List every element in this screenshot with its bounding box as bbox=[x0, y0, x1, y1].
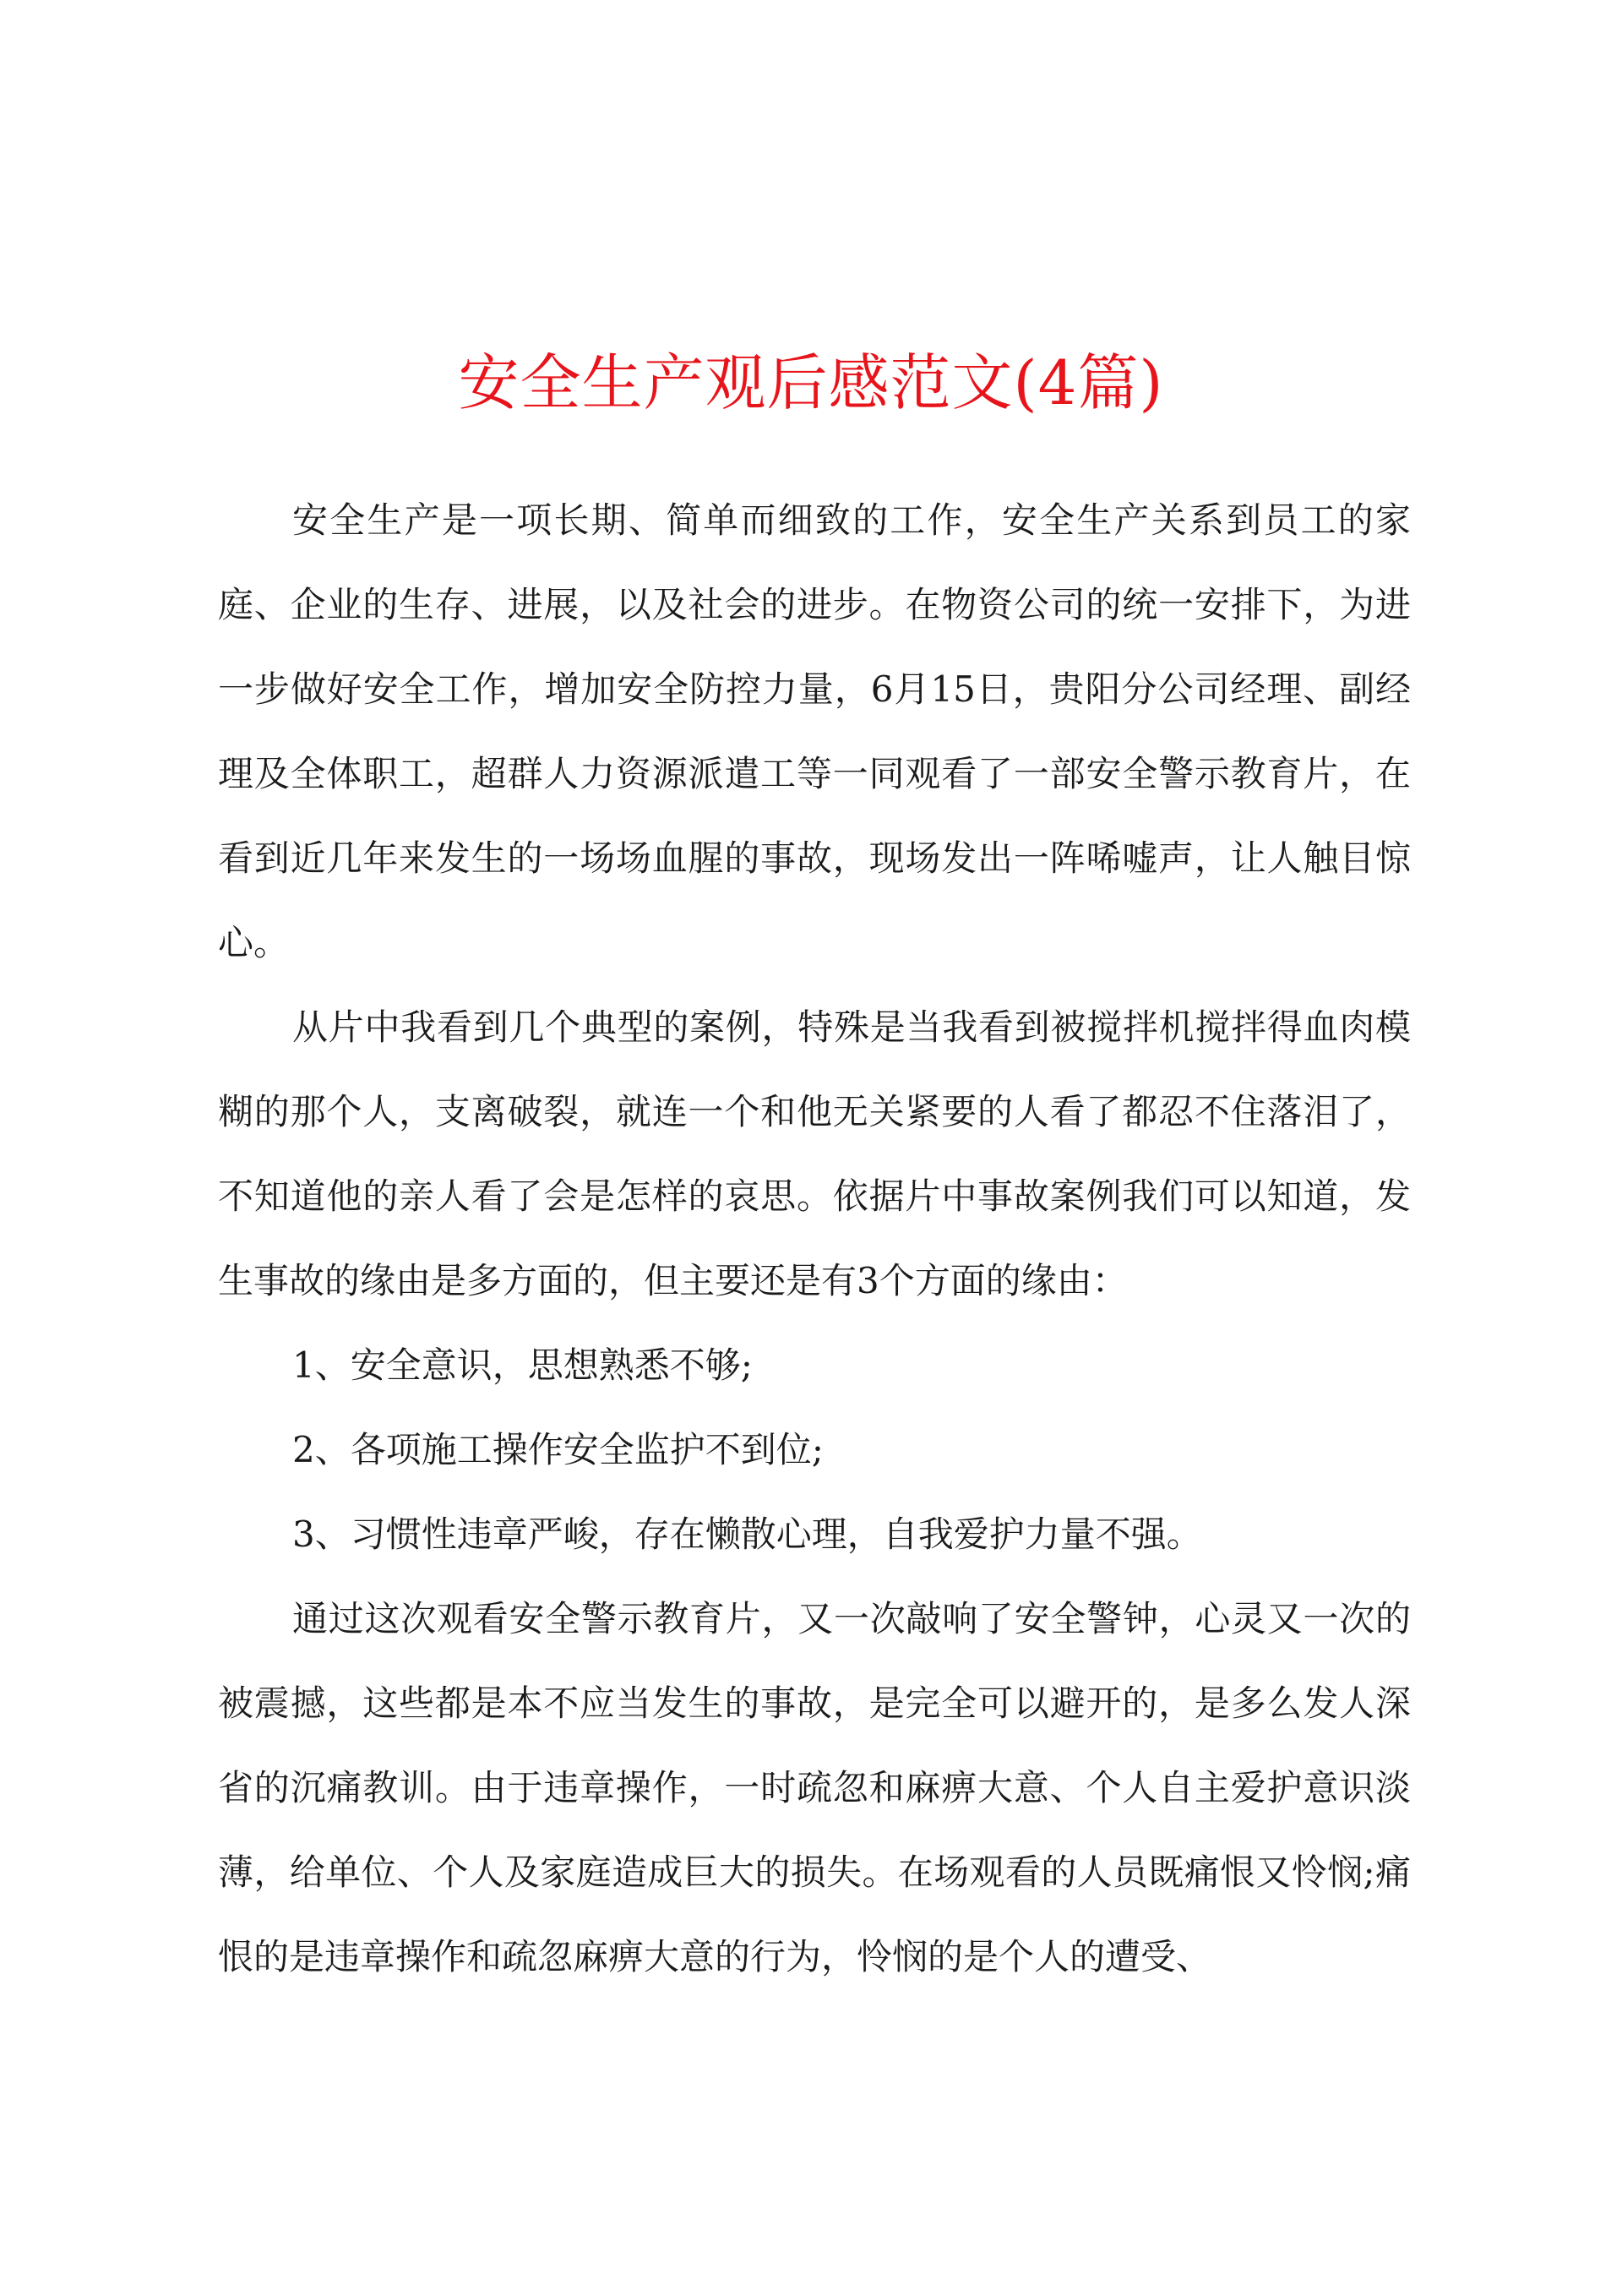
paragraph-1: 安全生产是一项长期、简单而细致的工作，安全生产关系到员工的家庭、企业的生存、进展，以及社会的进步。在物资公司的统一安排下，为进一步做好安全工作，增加安全防控力量，6月15日，贵阳分公司经理、副经理及全体职工，超群人力资源派遣工等一同观看了一部安全警示教育片，在看到近几年来发生的一场场血腥的事故，现场发出一阵唏嘘声，让人触目惊心。 bbox=[218, 499, 1411, 963]
list-item-3: 3、习惯性违章严峻，存在懒散心理，自我爱护力量不强。 bbox=[292, 1513, 1202, 1555]
paragraph-2: 从片中我看到几个典型的案例，特殊是当我看到被搅拌机搅拌得血肉模糊的那个人，支离破裂，就连一个和他无关紧要的人看了都忍不住落泪了，不知道他的亲人看了会是怎样的哀思。依据片中事故案例我们可以知道，发生事故的缘由是多方面的，但主要还是有3个方面的缘由： bbox=[218, 1006, 1411, 1301]
page-title: 安全生产观后感范文(4篇) bbox=[458, 347, 1164, 418]
list-item-2: 2、各项施工操作安全监护不到位; bbox=[292, 1429, 824, 1470]
paragraph-3: 通过这次观看安全警示教育片，又一次敲响了安全警钟，心灵又一次的被震撼，这些都是本不应当发生的事故，是完全可以避开的，是多么发人深省的沉痛教训。由于违章操作，一时疏忽和麻痹大意、个人自主爱护意识淡薄，给单位、个人及家庭造成巨大的损失。在场观看的人员既痛恨又怜悯;痛恨的是违章操作和疏忽麻痹大意的行为，怜悯的是个人的遭受、 bbox=[218, 1598, 1411, 1977]
document-body bbox=[218, 478, 1411, 1999]
list-item-1: 1、安全意识，思想熟悉不够; bbox=[292, 1344, 753, 1386]
